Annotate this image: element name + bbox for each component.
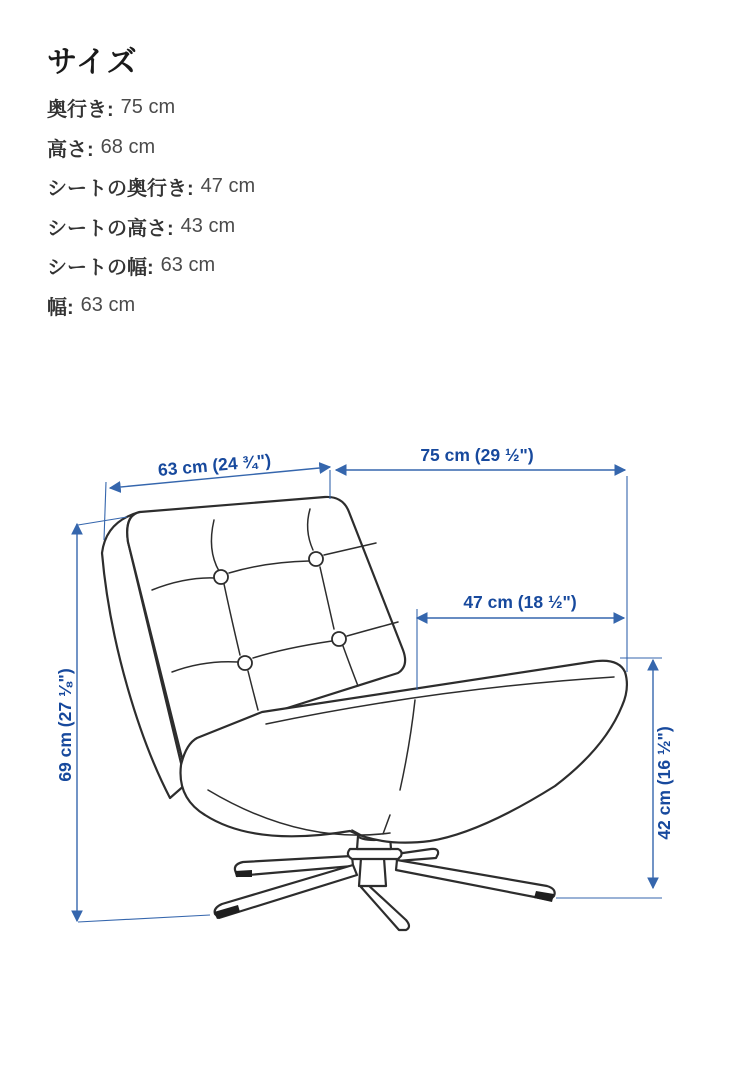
tufting-button: [332, 632, 346, 646]
tufting-button: [214, 570, 228, 584]
page-title: サイズ: [47, 45, 138, 79]
spec-row-width: [47, 286, 255, 326]
spec-label: 奥行き:: [47, 99, 114, 122]
spec-value: 63 cm: [160, 254, 216, 277]
spec-row-depth: [47, 88, 255, 128]
chair-illustration: [102, 497, 627, 930]
spec-value: 43 cm: [180, 214, 236, 237]
spec-list: [47, 88, 255, 325]
dimension-label-depth: 75 cm (29 ½"): [420, 445, 534, 465]
chair-dimension-diagram: [0, 430, 735, 970]
tufting-button: [309, 552, 323, 566]
spec-value: 75 cm: [120, 96, 176, 119]
spec-row-seat-width: [47, 246, 255, 286]
spec-label: シートの高さ:: [47, 217, 174, 240]
spec-value: 47 cm: [200, 175, 256, 198]
spec-row-seat-height: [47, 207, 255, 247]
chair-swivel-base: [214, 831, 555, 930]
spec-row-height: [47, 128, 255, 168]
spec-value: 63 cm: [80, 293, 136, 316]
tufting-button: [238, 656, 252, 670]
spec-row-seat-depth: [47, 167, 255, 207]
dimension-label-seat-depth: 47 cm (18 ½"): [463, 592, 577, 612]
foot-pad: [235, 870, 252, 877]
spec-label: 幅:: [47, 296, 74, 319]
spec-label: 高さ:: [47, 138, 94, 161]
dimension-label-height: 69 cm (27 ⅛"): [55, 668, 75, 782]
dimension-label-width: 63 cm (24 ¾"): [157, 450, 272, 480]
spec-label: シートの奥行き:: [47, 178, 194, 201]
spec-value: 68 cm: [100, 135, 156, 158]
dimension-label-seat-height: 42 cm (16 ½"): [654, 726, 674, 840]
spec-label: シートの幅:: [47, 257, 154, 280]
